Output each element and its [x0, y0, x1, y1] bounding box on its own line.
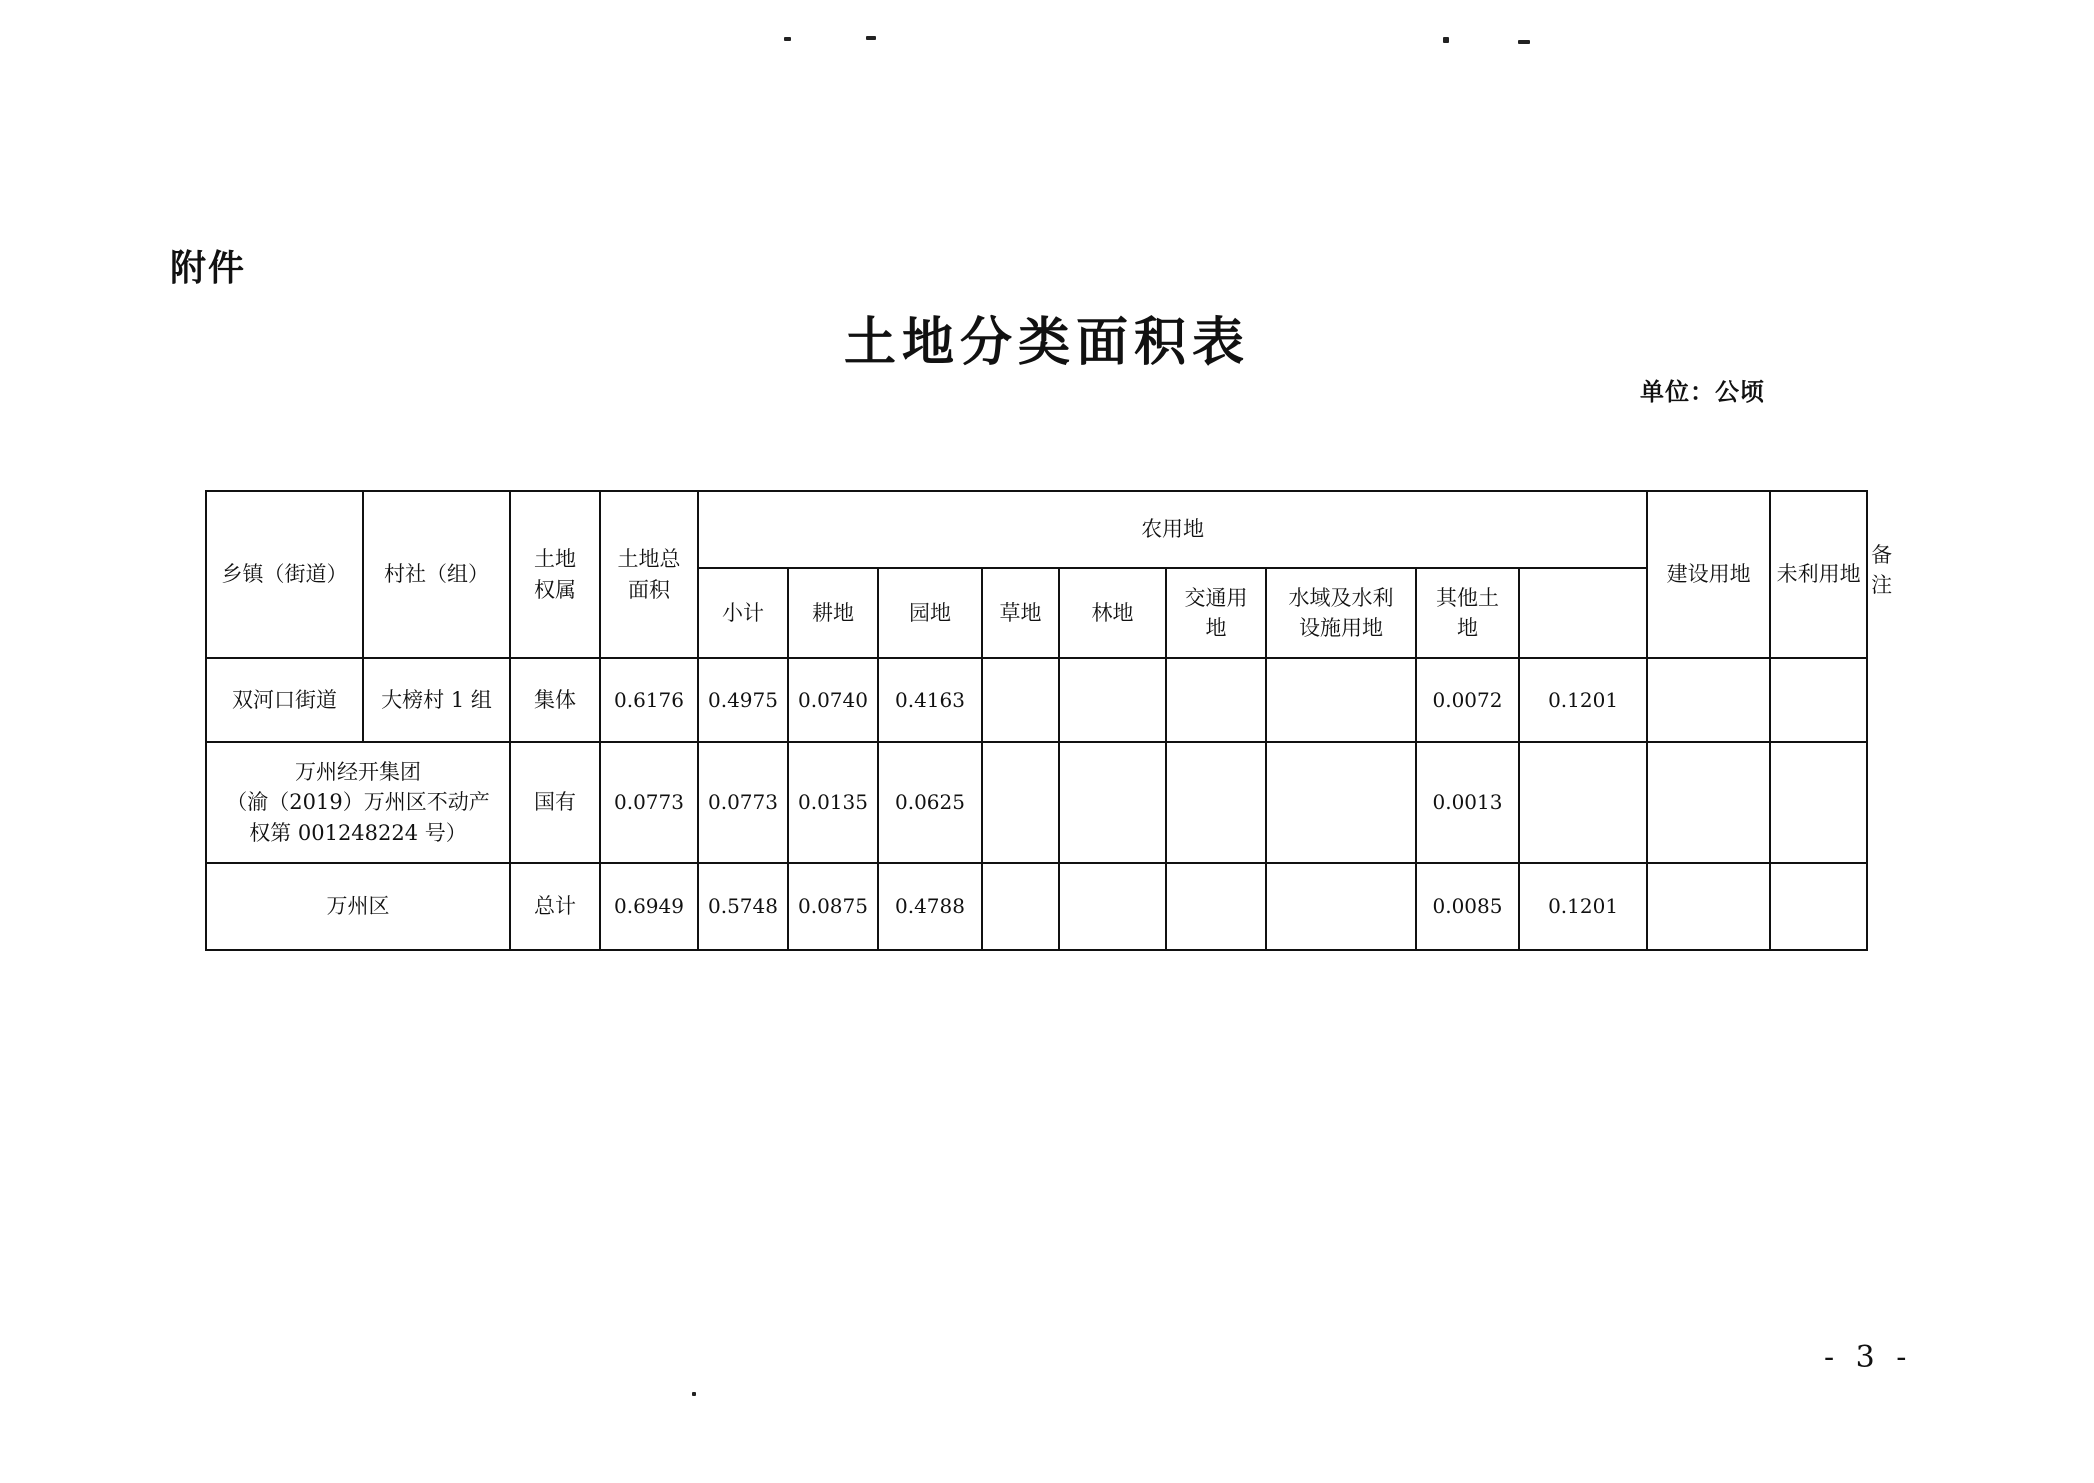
owner-line: 权第 001248224 号）	[249, 820, 467, 845]
scan-speck	[1518, 40, 1530, 44]
scan-speck	[1443, 37, 1449, 43]
header-township: 乡镇（街道）	[206, 491, 363, 658]
cell-subtotal: 0.5748	[698, 863, 788, 950]
page-title: 土地分类面积表	[843, 312, 1250, 373]
table-row	[206, 742, 1867, 863]
header-unused: 未利用地	[1770, 491, 1867, 658]
cell-unused	[1647, 658, 1770, 742]
header-agricultural: 农用地	[698, 491, 1647, 568]
owner-line: （渝（2019）万州区不动产	[226, 790, 490, 815]
header-water: 水域及水利设施用地	[1266, 568, 1416, 658]
header-other: 其他土地	[1416, 568, 1519, 658]
cell-construction	[1519, 742, 1647, 863]
table-row	[206, 658, 1867, 742]
header-total-area: 土地总面积	[600, 491, 698, 658]
cell-garden: 0.0625	[878, 742, 982, 863]
header-subtotal: 小计	[698, 568, 788, 658]
cell-remarks	[1770, 742, 1867, 863]
unit-label: 单位：公顷	[1640, 378, 1765, 406]
header-row-1: 乡镇（街道） 村社（组） 土地权属 土地总面积 农用地 建设用地 未利用地 备注	[206, 491, 1867, 568]
cell-unused	[1647, 742, 1770, 863]
owner-line: 万州经开集团	[295, 759, 421, 784]
cell-grassland	[982, 863, 1059, 950]
cell-cultivated: 0.0135	[788, 742, 878, 863]
cell-township: 双河口街道	[206, 658, 363, 742]
cell-ownership: 国有	[510, 742, 600, 863]
cell-subtotal: 0.0773	[698, 742, 788, 863]
cell-cultivated: 0.0740	[788, 658, 878, 742]
cell-village: 大榜村 1 组	[363, 658, 510, 742]
scan-speck	[692, 1392, 696, 1396]
cell-construction: 0.1201	[1519, 658, 1647, 742]
cell-water	[1266, 742, 1416, 863]
cell-other: 0.0013	[1416, 742, 1519, 863]
cell-forest	[1059, 658, 1166, 742]
cell-other: 0.0085	[1416, 863, 1519, 950]
cell-transport	[1166, 658, 1266, 742]
header-transport: 交通用地	[1166, 568, 1266, 658]
cell-forest	[1059, 863, 1166, 950]
scan-speck	[866, 36, 876, 40]
cell-district: 万州区	[206, 863, 510, 950]
cell-unused	[1647, 863, 1770, 950]
land-classification-table	[205, 490, 1893, 951]
cell-construction: 0.1201	[1519, 863, 1647, 950]
cell-subtotal: 0.4975	[698, 658, 788, 742]
header-garden: 园地	[878, 568, 982, 658]
cell-owner	[206, 742, 510, 863]
cell-grassland	[982, 742, 1059, 863]
header-cultivated: 耕地	[788, 568, 878, 658]
cell-transport	[1166, 742, 1266, 863]
table-row-total	[206, 863, 1867, 950]
cell-total-area: 0.0773	[600, 742, 698, 863]
cell-total-area: 0.6949	[600, 863, 698, 950]
header-construction: 建设用地	[1647, 491, 1770, 658]
cell-garden: 0.4788	[878, 863, 982, 950]
cell-other: 0.0072	[1416, 658, 1519, 742]
cell-transport	[1166, 863, 1266, 950]
cell-garden: 0.4163	[878, 658, 982, 742]
cell-grassland	[982, 658, 1059, 742]
cell-remarks	[1770, 863, 1867, 950]
page-number: - 3 -	[1824, 1340, 1913, 1375]
header-village: 村社（组）	[363, 491, 510, 658]
scan-speck	[784, 37, 791, 41]
cell-water	[1266, 863, 1416, 950]
cell-water	[1266, 658, 1416, 742]
attachment-label: 附件	[170, 248, 247, 289]
cell-forest	[1059, 742, 1166, 863]
header-grassland: 草地	[982, 568, 1059, 658]
header-ownership: 土地权属	[510, 491, 600, 658]
cell-ownership: 集体	[510, 658, 600, 742]
header-forest: 林地	[1059, 568, 1166, 658]
cell-total-area: 0.6176	[600, 658, 698, 742]
cell-cultivated: 0.0875	[788, 863, 878, 950]
cell-ownership: 总计	[510, 863, 600, 950]
cell-remarks	[1770, 658, 1867, 742]
